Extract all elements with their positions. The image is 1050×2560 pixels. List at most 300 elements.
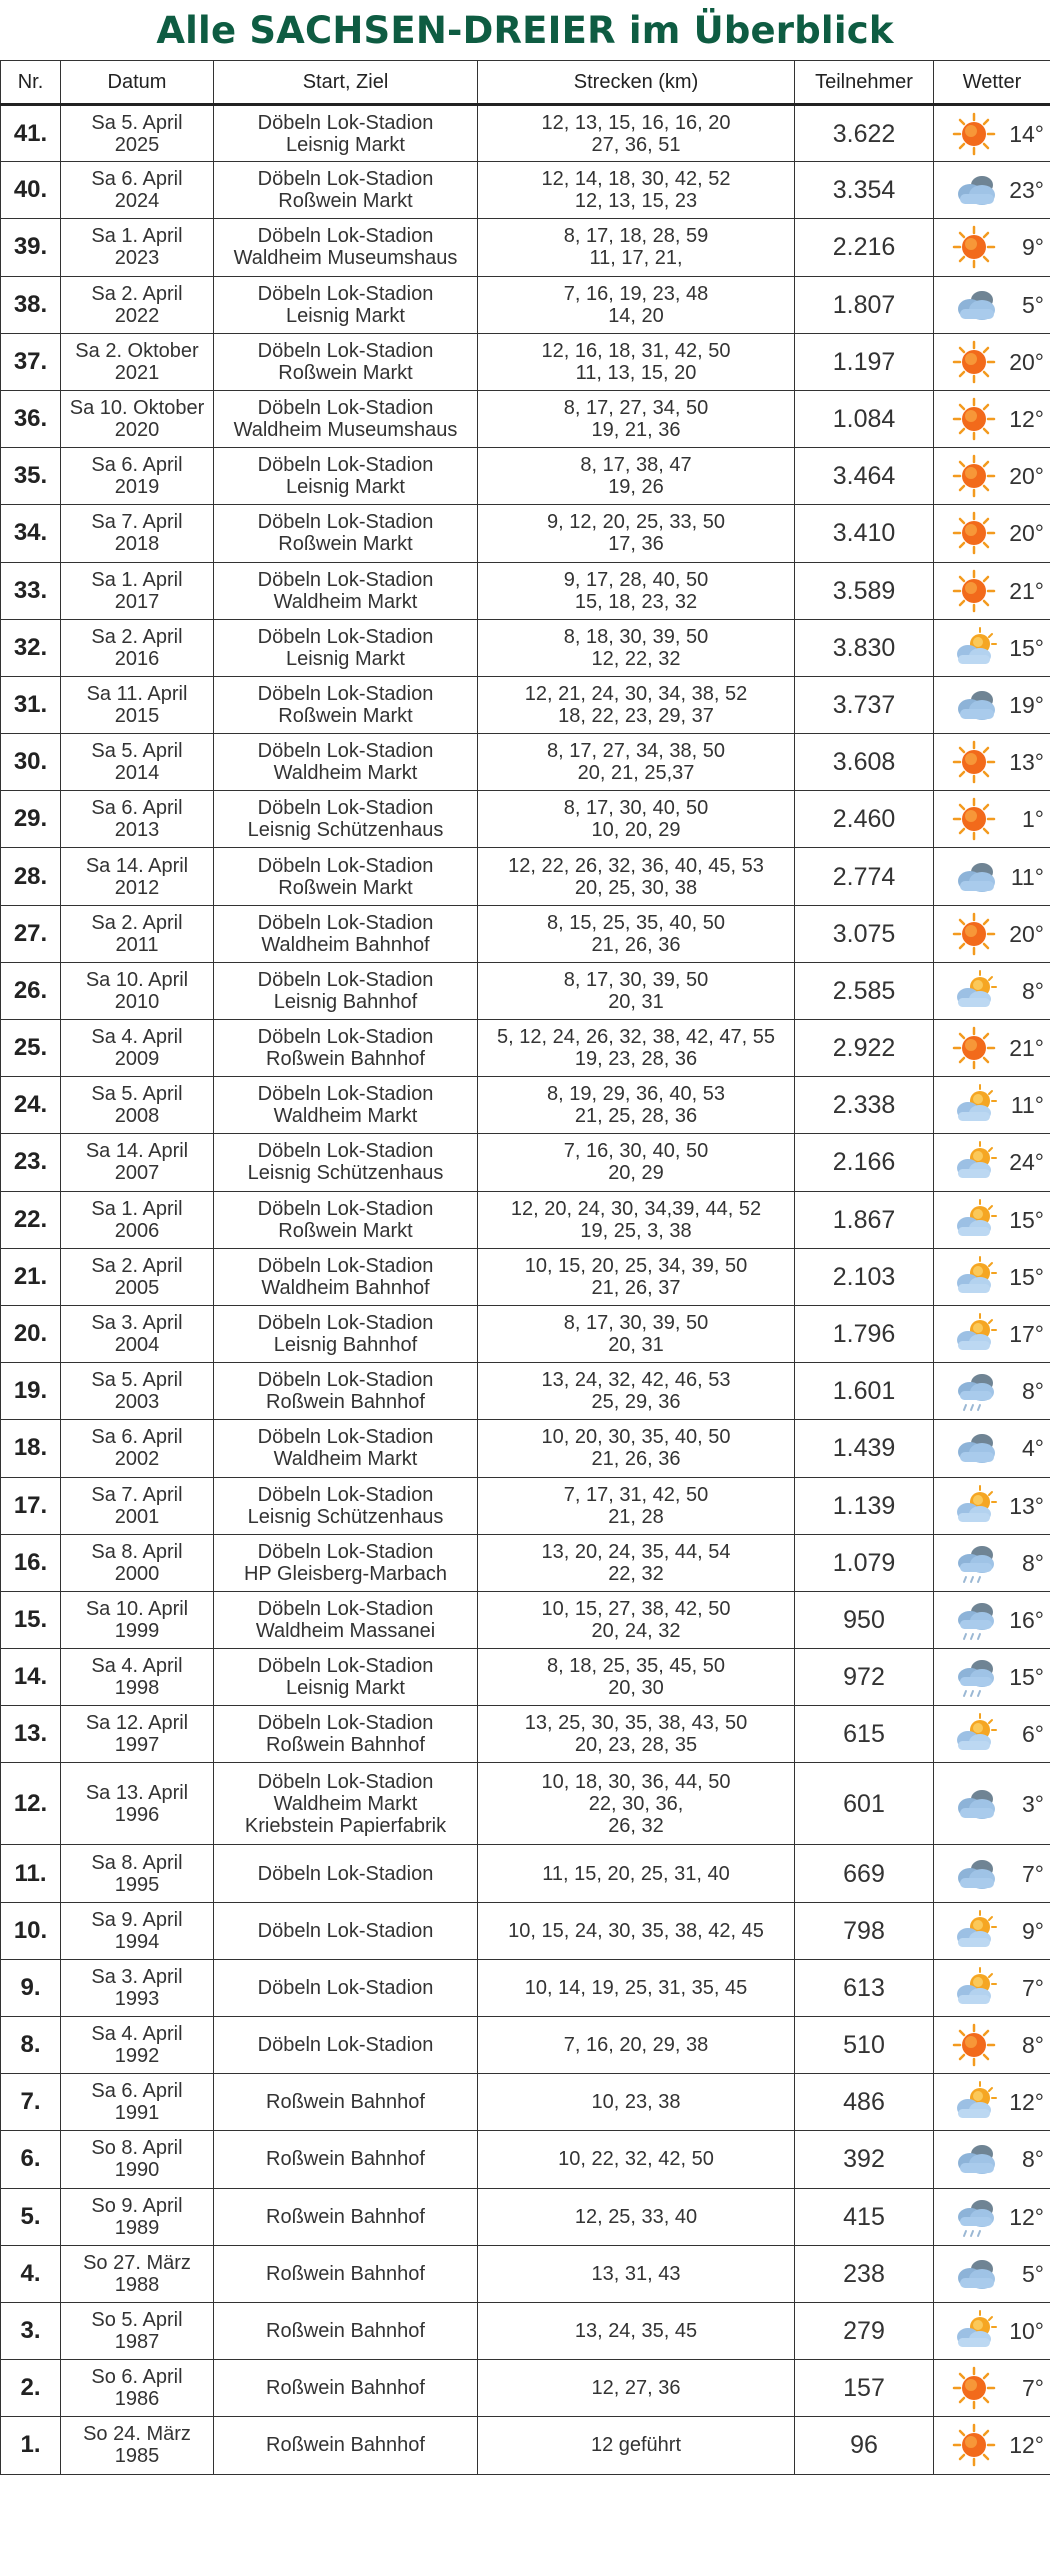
cell-strecken-line: 13, 20, 24, 35, 44, 54 <box>541 1540 731 1563</box>
cell-datum <box>61 276 214 333</box>
sun-weather-icon <box>942 2366 996 2410</box>
cell-datum-line: 1994 <box>114 1930 160 1953</box>
cell-datum-line: 1988 <box>114 2273 160 2296</box>
cell-strecken-line: 11, 17, 21, <box>589 247 683 270</box>
cell-datum-line: Sa 6. April <box>91 454 183 477</box>
cell-teilnehmer <box>795 1305 934 1362</box>
cell-nr-line: 27. <box>13 919 48 947</box>
cell-datum <box>61 562 214 619</box>
cell-teilnehmer-line: 2.166 <box>832 1148 896 1177</box>
cell-datum-line: 2021 <box>114 361 160 384</box>
cell-datum <box>61 505 214 562</box>
cell-datum <box>61 1248 214 1305</box>
cell-nr <box>1 1248 61 1305</box>
cell-start-ziel <box>214 1706 478 1763</box>
cell-strecken-line: 12, 16, 18, 31, 42, 50 <box>541 339 731 362</box>
cell-nr-line: 39. <box>13 233 48 261</box>
cell-datum-line: Sa 14. April <box>85 854 189 877</box>
sun-weather-icon <box>942 1026 996 1070</box>
table-row <box>1 1020 1050 1077</box>
cell-teilnehmer-line: 3.737 <box>832 690 896 719</box>
cell-nr-line: 23. <box>13 1148 48 1176</box>
cell-teilnehmer <box>795 1077 934 1134</box>
cell-start-ziel-line: Döbeln Lok-Stadion <box>257 1540 434 1563</box>
cell-datum-line: So 5. April <box>91 2309 183 2332</box>
table-row <box>1 1902 1050 1959</box>
cloud-weather-icon <box>942 1782 1000 1826</box>
cell-start-ziel-line: Waldheim Bahnhof <box>261 933 430 956</box>
cell-start-ziel-line: Döbeln Lok-Stadion <box>257 511 434 534</box>
cell-nr <box>1 734 61 791</box>
cell-teilnehmer <box>795 276 934 333</box>
cell-strecken <box>478 1706 795 1763</box>
cell-teilnehmer <box>795 1845 934 1902</box>
cell-strecken-line: 9, 12, 20, 25, 33, 50 <box>547 511 725 534</box>
temperature: 21° <box>1009 1035 1044 1062</box>
temperature: 3° <box>1022 1790 1044 1817</box>
cell-strecken <box>478 2302 795 2359</box>
page-title: Alle SACHSEN-DREIER im Überblick <box>156 8 894 52</box>
cell-nr-line: 18. <box>13 1434 48 1462</box>
cell-nr-line: 26. <box>13 976 48 1004</box>
cell-nr <box>1 1706 61 1763</box>
cell-strecken-line: 8, 17, 38, 47 <box>580 454 692 477</box>
cell-start-ziel <box>214 734 478 791</box>
cell-strecken-line: 12, 21, 24, 30, 34, 38, 52 <box>524 682 748 705</box>
cell-nr <box>1 962 61 1019</box>
header-strecken: Strecken (km) <box>478 61 795 105</box>
cell-strecken <box>478 1020 795 1077</box>
cell-datum <box>61 2302 214 2359</box>
table-row <box>1 2417 1050 2474</box>
cell-start-ziel-line: Leisnig Bahnhof <box>273 990 418 1013</box>
cell-wetter <box>934 619 1050 676</box>
cell-teilnehmer-line: 669 <box>843 1859 885 1888</box>
cell-nr <box>1 676 61 733</box>
cell-nr-line: 28. <box>13 862 48 890</box>
temperature: 16° <box>1009 1606 1044 1633</box>
cell-teilnehmer-line: 1.079 <box>832 1548 896 1577</box>
cell-strecken-line: 27, 36, 51 <box>591 133 681 156</box>
cell-nr <box>1 1959 61 2016</box>
cell-start-ziel-line: Döbeln Lok-Stadion <box>257 740 434 763</box>
temperature: 13° <box>1009 749 1044 776</box>
table-row <box>1 1845 1050 1902</box>
cell-wetter <box>934 1420 1050 1477</box>
partly-weather-icon <box>942 1255 1000 1299</box>
cell-start-ziel <box>214 2417 478 2474</box>
temperature: 7° <box>1022 2375 1044 2402</box>
cell-nr-line: 40. <box>13 176 48 204</box>
cell-datum-line: 2016 <box>114 647 160 670</box>
cell-start-ziel-line: Döbeln Lok-Stadion <box>257 1426 434 1449</box>
cell-datum-line: So 27. März <box>83 2251 191 2274</box>
cell-strecken-line: 12, 13, 15, 23 <box>574 190 698 213</box>
cell-strecken-line: 12, 14, 18, 30, 42, 52 <box>541 168 731 191</box>
cell-strecken-line: 21, 25, 28, 36 <box>574 1105 698 1128</box>
rain-weather-icon <box>942 1369 1000 1413</box>
cell-datum-line: 2011 <box>115 933 159 956</box>
table-row <box>1 1420 1050 1477</box>
cell-start-ziel-line: Roßwein Bahnhof <box>266 2377 425 2400</box>
table-row <box>1 1305 1050 1362</box>
cell-start-ziel-line: Döbeln Lok-Stadion <box>257 1597 434 1620</box>
cell-strecken-line: 10, 15, 20, 25, 34, 39, 50 <box>524 1254 748 1277</box>
cell-wetter <box>934 905 1050 962</box>
table-header-row <box>1 61 1050 105</box>
cell-start-ziel <box>214 676 478 733</box>
cell-nr <box>1 390 61 447</box>
cell-strecken-line: 10, 14, 19, 25, 31, 35, 45 <box>524 1976 748 1999</box>
cell-teilnehmer-line: 1.601 <box>832 1377 896 1406</box>
cell-nr <box>1 905 61 962</box>
cell-teilnehmer <box>795 1959 934 2016</box>
cell-teilnehmer <box>795 2417 934 2474</box>
cell-wetter <box>934 2074 1050 2131</box>
cell-teilnehmer-line: 486 <box>843 2088 885 2117</box>
cell-nr <box>1 505 61 562</box>
cell-start-ziel <box>214 905 478 962</box>
cell-nr-line: 25. <box>13 1034 48 1062</box>
cell-teilnehmer-line: 3.354 <box>832 176 896 205</box>
cell-start-ziel-line: Döbeln Lok-Stadion <box>257 911 434 934</box>
cell-nr-line: 3. <box>20 2317 41 2345</box>
cell-nr-line: 2. <box>20 2374 41 2402</box>
temperature: 8° <box>1022 2146 1044 2173</box>
cell-teilnehmer-line: 2.338 <box>832 1091 896 1120</box>
cell-start-ziel <box>214 2302 478 2359</box>
table-row <box>1 1591 1050 1648</box>
cell-nr-line: 31. <box>13 690 48 718</box>
cell-start-ziel <box>214 1420 478 1477</box>
cell-nr-line: 7. <box>20 2088 41 2116</box>
cell-start-ziel <box>214 219 478 276</box>
cell-strecken <box>478 791 795 848</box>
cell-wetter <box>934 2302 1050 2359</box>
cell-strecken-line: 21, 26, 36 <box>591 933 681 956</box>
table-row <box>1 1477 1050 1534</box>
cell-start-ziel-line: Roßwein Markt <box>278 1219 413 1242</box>
cell-strecken <box>478 1477 795 1534</box>
cell-start-ziel <box>214 1020 478 1077</box>
cell-teilnehmer <box>795 448 934 505</box>
cell-nr-line: 19. <box>13 1377 48 1405</box>
cell-teilnehmer-line: 1.197 <box>832 347 896 376</box>
cell-strecken <box>478 2417 795 2474</box>
cell-nr-line: 38. <box>13 290 48 318</box>
cell-start-ziel <box>214 448 478 505</box>
cell-strecken-line: 10, 20, 30, 35, 40, 50 <box>541 1426 731 1449</box>
cell-teilnehmer <box>795 1363 934 1420</box>
cell-wetter <box>934 1077 1050 1134</box>
rain-weather-icon <box>942 1541 1000 1585</box>
cell-strecken-line: 12, 13, 15, 16, 16, 20 <box>541 111 731 134</box>
cell-teilnehmer-line: 279 <box>843 2317 885 2346</box>
cell-teilnehmer <box>795 962 934 1019</box>
cell-nr <box>1 2417 61 2474</box>
cell-start-ziel-line: Leisnig Markt <box>286 647 405 670</box>
cell-start-ziel-line: Roßwein Bahnhof <box>266 1391 425 1414</box>
cell-nr-line: 29. <box>13 805 48 833</box>
cell-wetter <box>934 1248 1050 1305</box>
cell-nr <box>1 2188 61 2245</box>
cell-datum <box>61 1649 214 1706</box>
cell-strecken <box>478 1591 795 1648</box>
table-row <box>1 1248 1050 1305</box>
cell-datum <box>61 676 214 733</box>
cell-teilnehmer <box>795 1248 934 1305</box>
cell-wetter <box>934 1649 1050 1706</box>
table-row <box>1 1077 1050 1134</box>
cell-start-ziel <box>214 505 478 562</box>
cell-nr <box>1 1191 61 1248</box>
table-body <box>1 105 1050 2475</box>
sun-weather-icon <box>942 2023 996 2067</box>
temperature: 7° <box>1022 1860 1044 1887</box>
cell-teilnehmer <box>795 1420 934 1477</box>
sun-weather-icon <box>942 740 996 784</box>
cell-datum <box>61 2417 214 2474</box>
cell-datum-line: 1993 <box>114 1987 160 2010</box>
cell-start-ziel-line: Waldheim Museumshaus <box>233 419 458 442</box>
cell-teilnehmer <box>795 2245 934 2302</box>
cell-datum-line: Sa 7. April <box>91 1483 183 1506</box>
cell-start-ziel <box>214 162 478 219</box>
cell-datum <box>61 1134 214 1191</box>
cell-start-ziel-line: Waldheim Markt <box>273 1448 418 1471</box>
cell-teilnehmer-line: 1.439 <box>832 1434 896 1463</box>
cell-strecken-line: 8, 18, 25, 35, 45, 50 <box>547 1655 725 1678</box>
cell-start-ziel-line: Roßwein Markt <box>278 533 413 556</box>
partly-weather-icon <box>942 1312 1000 1356</box>
cell-strecken-line: 10, 22, 32, 42, 50 <box>558 2148 714 2171</box>
cell-teilnehmer <box>795 105 934 162</box>
table-row <box>1 1649 1050 1706</box>
cell-teilnehmer-line: 2.460 <box>832 805 896 834</box>
cell-teilnehmer-line: 415 <box>843 2202 885 2231</box>
cell-datum-line: Sa 1. April <box>91 568 183 591</box>
cell-teilnehmer <box>795 1649 934 1706</box>
cell-strecken-line: 12, 22, 32 <box>591 647 681 670</box>
cell-start-ziel-line: Döbeln Lok-Stadion <box>257 1976 434 1999</box>
cell-wetter <box>934 676 1050 733</box>
cell-datum-line: 1996 <box>114 1803 160 1826</box>
cell-start-ziel <box>214 2017 478 2074</box>
cell-strecken <box>478 1363 795 1420</box>
sun-weather-icon <box>942 454 996 498</box>
cell-start-ziel-line: Döbeln Lok-Stadion <box>257 454 434 477</box>
cell-nr-line: 17. <box>13 1491 48 1519</box>
cell-start-ziel-line: Waldheim Markt <box>273 762 418 785</box>
cell-datum-line: Sa 6. April <box>91 2080 183 2103</box>
cell-strecken-line: 20, 25, 30, 38 <box>574 876 698 899</box>
cell-strecken <box>478 219 795 276</box>
cell-teilnehmer-line: 392 <box>843 2145 885 2174</box>
cell-datum <box>61 1845 214 1902</box>
sun-weather-icon <box>942 569 996 613</box>
cell-start-ziel-line: Döbeln Lok-Stadion <box>257 339 434 362</box>
cell-strecken-line: 8, 18, 30, 39, 50 <box>563 625 709 648</box>
cell-datum-line: Sa 4. April <box>91 1655 183 1678</box>
cell-datum-line: So 24. März <box>83 2423 191 2446</box>
cell-datum-line: 1991 <box>114 2102 160 2125</box>
cell-datum <box>61 905 214 962</box>
cell-datum-line: 2000 <box>114 1562 160 1585</box>
cell-start-ziel-line: Leisnig Markt <box>286 304 405 327</box>
cell-datum-line: Sa 1. April <box>91 225 183 248</box>
cell-wetter <box>934 1134 1050 1191</box>
cell-datum-line: Sa 2. April <box>91 911 183 934</box>
cell-datum-line: So 9. April <box>91 2194 183 2217</box>
temperature: 15° <box>1009 634 1044 661</box>
events-table <box>0 60 1050 2475</box>
cell-strecken-line: 19, 26 <box>608 476 664 499</box>
cell-datum-line: 2020 <box>114 419 160 442</box>
temperature: 13° <box>1009 1492 1044 1519</box>
cell-start-ziel <box>214 1248 478 1305</box>
cell-strecken-line: 20, 31 <box>608 1334 664 1357</box>
cell-start-ziel-line: Roßwein Bahnhof <box>266 2320 425 2343</box>
cell-nr <box>1 791 61 848</box>
cell-strecken <box>478 1959 795 2016</box>
cell-teilnehmer <box>795 2360 934 2417</box>
temperature: 15° <box>1009 1206 1044 1233</box>
cell-wetter <box>934 1845 1050 1902</box>
cell-datum <box>61 1591 214 1648</box>
cell-wetter <box>934 1305 1050 1362</box>
cell-datum <box>61 333 214 390</box>
cell-strecken-line: 18, 22, 23, 29, 37 <box>558 704 714 727</box>
cell-strecken-line: 14, 20 <box>608 304 664 327</box>
cell-nr <box>1 2302 61 2359</box>
cell-strecken-line: 19, 21, 36 <box>591 419 681 442</box>
cell-start-ziel-line: Döbeln Lok-Stadion <box>257 854 434 877</box>
cell-datum-line: 2002 <box>114 1448 160 1471</box>
cell-strecken-line: 15, 18, 23, 32 <box>574 590 698 613</box>
cell-strecken-line: 12, 20, 24, 30, 34,39, 44, 52 <box>510 1197 762 1220</box>
cell-wetter <box>934 1191 1050 1248</box>
temperature: 12° <box>1009 2203 1044 2230</box>
table-row <box>1 2245 1050 2302</box>
cell-start-ziel <box>214 848 478 905</box>
cell-datum-line: Sa 6. April <box>91 168 183 191</box>
temperature: 24° <box>1009 1149 1044 1176</box>
cell-teilnehmer-line: 1.867 <box>832 1205 896 1234</box>
temperature: 9° <box>1022 1917 1044 1944</box>
cell-strecken-line: 13, 24, 32, 42, 46, 53 <box>541 1369 731 1392</box>
table-row <box>1 1763 1050 1845</box>
cell-start-ziel-line: Waldheim Massanei <box>255 1619 436 1642</box>
cell-strecken-line: 8, 17, 30, 39, 50 <box>563 968 709 991</box>
cell-teilnehmer-line: 238 <box>843 2259 885 2288</box>
cell-nr <box>1 333 61 390</box>
cell-start-ziel-line: Roßwein Markt <box>278 876 413 899</box>
cell-datum-line: 1992 <box>114 2045 160 2068</box>
rain-weather-icon <box>942 1655 1000 1699</box>
cell-strecken <box>478 2360 795 2417</box>
cell-start-ziel-line: Döbeln Lok-Stadion <box>257 282 434 305</box>
cell-teilnehmer-line: 3.589 <box>832 576 896 605</box>
cell-teilnehmer <box>795 848 934 905</box>
cell-nr-line: 30. <box>13 748 48 776</box>
cell-wetter <box>934 848 1050 905</box>
cell-nr <box>1 2245 61 2302</box>
cell-wetter <box>934 1706 1050 1763</box>
table-row <box>1 562 1050 619</box>
cell-start-ziel-line: Roßwein Bahnhof <box>266 2091 425 2114</box>
temperature: 9° <box>1022 234 1044 261</box>
temperature: 10° <box>1009 2318 1044 2345</box>
cell-datum-line: 1989 <box>114 2216 160 2239</box>
cell-teilnehmer <box>795 2074 934 2131</box>
cell-start-ziel-line: HP Gleisberg-Marbach <box>243 1562 448 1585</box>
cell-datum-line: Sa 14. April <box>85 1140 189 1163</box>
cell-strecken-line: 22, 32 <box>608 1562 664 1585</box>
cell-strecken-line: 5, 12, 24, 26, 32, 38, 42, 47, 55 <box>497 1026 775 1049</box>
cloud-weather-icon <box>942 283 1000 327</box>
cell-nr-line: 21. <box>13 1262 48 1290</box>
temperature: 11° <box>1010 863 1044 890</box>
sun-weather-icon <box>942 797 996 841</box>
temperature: 1° <box>1022 806 1044 833</box>
cell-datum-line: 1985 <box>114 2445 160 2468</box>
cell-start-ziel <box>214 276 478 333</box>
cell-strecken-line: 7, 16, 20, 29, 38 <box>563 2034 709 2057</box>
cell-start-ziel-line: Döbeln Lok-Stadion <box>257 1026 434 1049</box>
cell-nr-line: 8. <box>20 2031 41 2059</box>
cell-datum-line: 2019 <box>114 476 160 499</box>
cell-start-ziel-line: Leisnig Markt <box>286 133 405 156</box>
cell-teilnehmer-line: 615 <box>843 1720 885 1749</box>
cell-nr-line: 33. <box>13 576 48 604</box>
cell-nr <box>1 2131 61 2188</box>
cell-datum-line: Sa 2. April <box>91 1254 183 1277</box>
partly-weather-icon <box>942 626 1000 670</box>
cell-wetter <box>934 219 1050 276</box>
cell-datum-line: Sa 8. April <box>91 1851 183 1874</box>
cell-datum-line: 2010 <box>114 990 160 1013</box>
cell-datum-line: Sa 1. April <box>91 1197 183 1220</box>
cell-start-ziel-line: Döbeln Lok-Stadion <box>257 968 434 991</box>
cell-datum-line: 2025 <box>114 133 160 156</box>
table-row <box>1 1191 1050 1248</box>
cell-strecken <box>478 276 795 333</box>
cell-teilnehmer-line: 510 <box>843 2031 885 2060</box>
cell-nr <box>1 1305 61 1362</box>
cell-strecken-line: 10, 15, 24, 30, 35, 38, 42, 45 <box>508 1919 764 1942</box>
cell-datum-line: 1997 <box>114 1734 160 1757</box>
cell-strecken <box>478 505 795 562</box>
sun-weather-icon <box>942 2423 996 2467</box>
cell-nr <box>1 1649 61 1706</box>
table-row <box>1 1134 1050 1191</box>
cell-start-ziel-line: Döbeln Lok-Stadion <box>257 225 434 248</box>
cell-datum-line: 2017 <box>114 590 160 613</box>
sun-weather-icon <box>942 112 996 156</box>
cell-wetter <box>934 2417 1050 2474</box>
cell-teilnehmer-line: 1.796 <box>832 1320 896 1349</box>
cell-start-ziel <box>214 619 478 676</box>
table-row <box>1 1959 1050 2016</box>
temperature: 7° <box>1022 1974 1044 2001</box>
cell-nr <box>1 105 61 162</box>
cell-nr-line: 12. <box>13 1789 48 1817</box>
cell-wetter <box>934 1902 1050 1959</box>
cell-datum-line: Sa 10. Oktober <box>69 397 205 420</box>
cell-datum-line: Sa 13. April <box>85 1781 189 1804</box>
temperature: 19° <box>1009 691 1044 718</box>
cell-teilnehmer-line: 3.622 <box>832 119 896 148</box>
